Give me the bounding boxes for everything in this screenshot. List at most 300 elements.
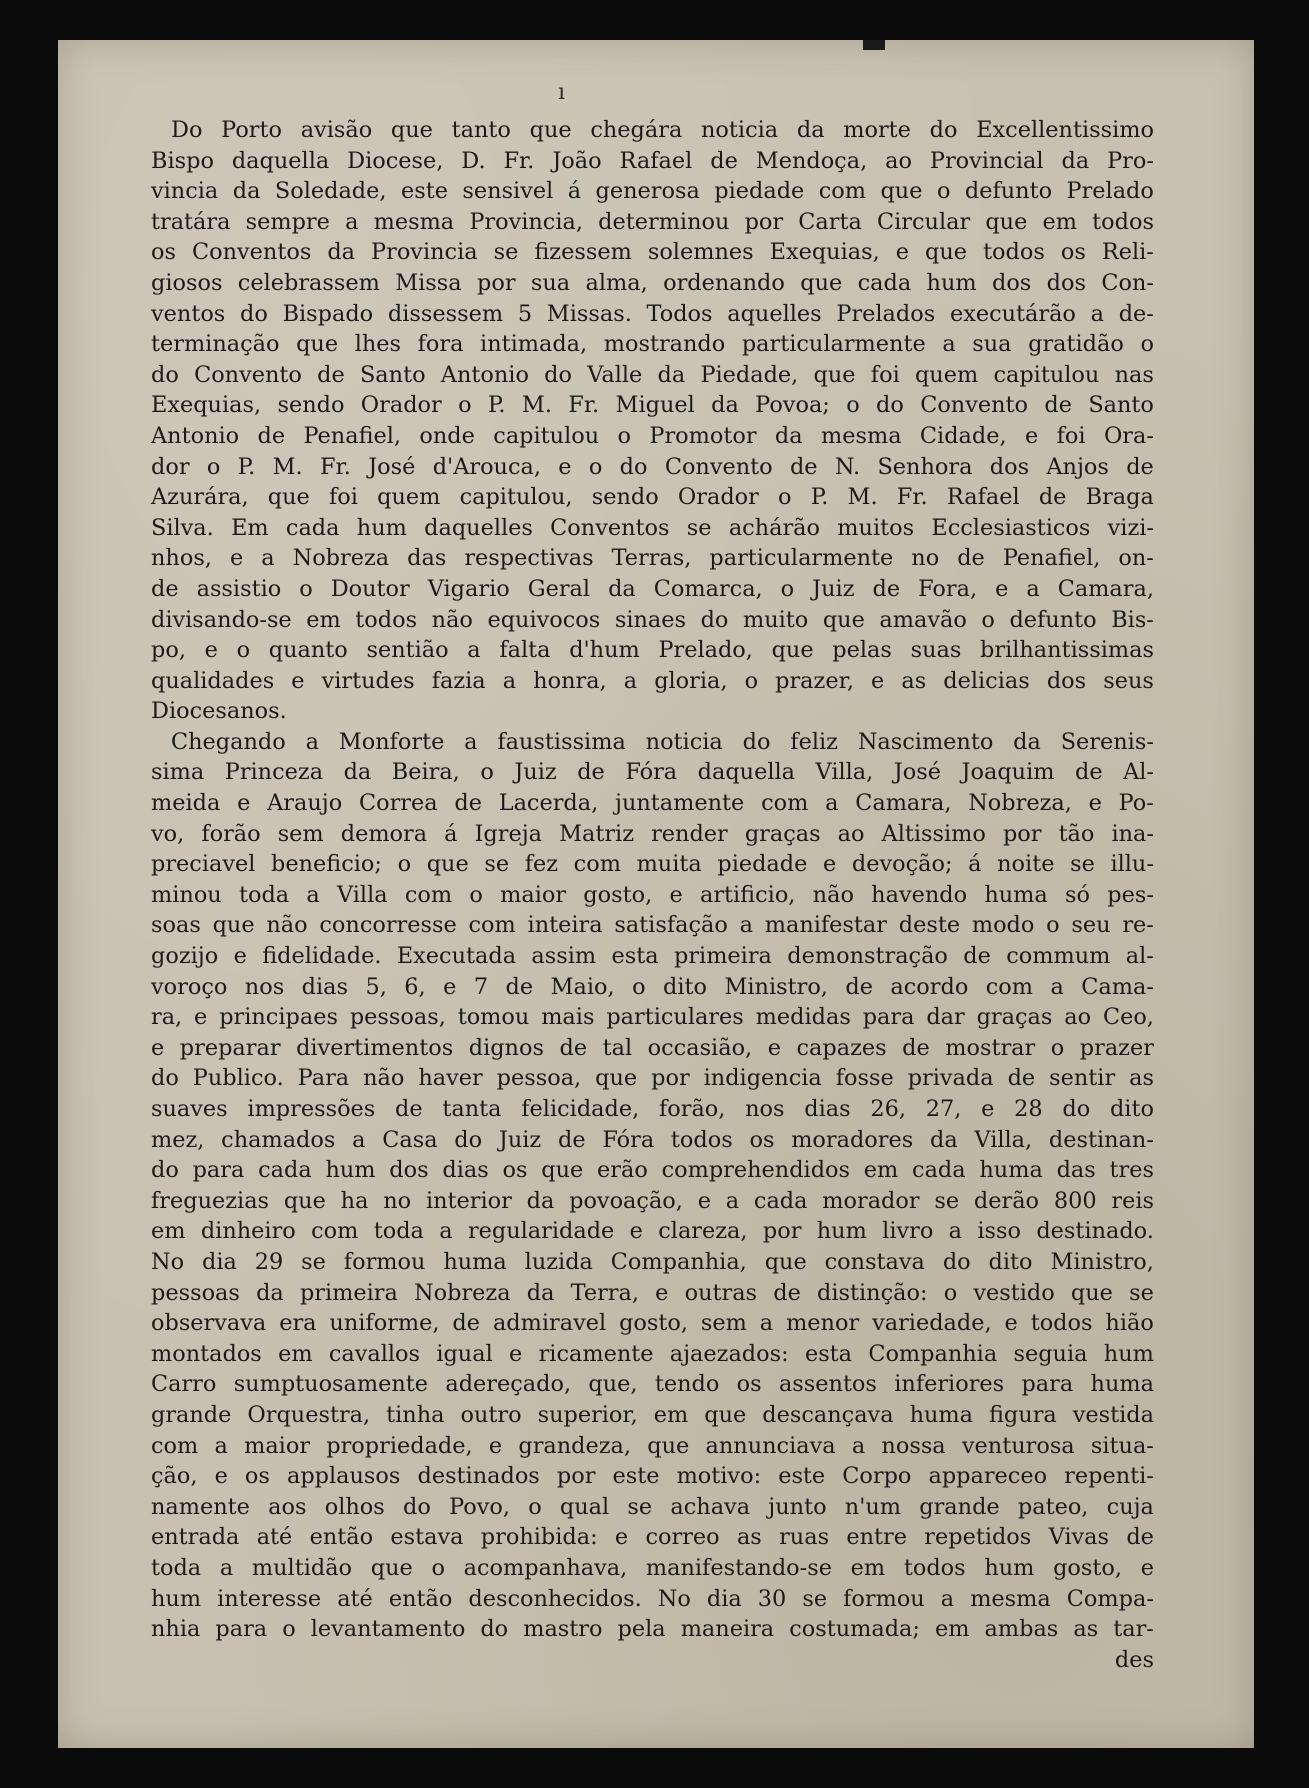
word: D. <box>461 147 486 174</box>
text-line <box>151 207 1154 238</box>
word: acordo <box>890 973 969 1000</box>
word: o <box>943 1279 958 1306</box>
word: Orador <box>677 484 759 511</box>
word: tendo <box>654 1371 720 1398</box>
word: cada <box>753 1187 808 1214</box>
text-line <box>151 360 1154 391</box>
word: giosos <box>151 269 223 296</box>
word: que <box>800 269 843 296</box>
word: quanto <box>268 637 348 664</box>
word: junto <box>768 1493 827 1520</box>
word: da <box>526 1279 555 1306</box>
word: figura <box>989 1401 1057 1428</box>
word: o <box>617 422 632 449</box>
word: ina- <box>1111 820 1154 847</box>
word: dos <box>991 269 1032 296</box>
word: tanto <box>451 117 511 143</box>
word: tinha <box>386 1401 445 1428</box>
word: primeira <box>674 943 772 970</box>
word: em <box>850 1554 886 1581</box>
word: onde <box>419 422 475 449</box>
word: ao <box>885 147 912 174</box>
word: suas <box>910 637 962 664</box>
word: se <box>802 1585 828 1612</box>
word: dito <box>988 1248 1033 1275</box>
word: Penafiel, <box>303 422 402 449</box>
word: Para <box>297 1065 350 1092</box>
word: hum <box>984 1554 1035 1581</box>
word: outras <box>684 1279 758 1306</box>
catchword: des <box>1114 1646 1154 1673</box>
word: grandeza, <box>518 1432 632 1459</box>
word: 29 <box>254 1248 284 1275</box>
word: do <box>876 392 904 419</box>
word: Doutor <box>330 575 410 602</box>
word: No <box>151 1248 185 1275</box>
word: a <box>942 331 956 358</box>
word: mesma <box>970 1585 1051 1612</box>
word: preparar <box>179 1034 281 1061</box>
word: P. <box>810 484 829 511</box>
word: assim <box>531 943 597 970</box>
word: hum <box>356 514 407 541</box>
word: vizi- <box>1107 514 1154 541</box>
word: Geral <box>527 575 591 602</box>
word: de <box>1126 1524 1154 1551</box>
text-line <box>151 880 1154 911</box>
word: se <box>1129 1279 1154 1306</box>
word: beneficio; <box>271 851 382 878</box>
word: demora <box>340 820 428 847</box>
word: igual <box>436 1340 493 1367</box>
word: vestido <box>973 1279 1055 1306</box>
word: os <box>502 1157 528 1184</box>
word: cuja <box>1106 1493 1154 1520</box>
word: preciavel <box>151 851 256 878</box>
word: Compa- <box>1066 1585 1154 1612</box>
word: de <box>1007 1065 1036 1092</box>
word: que <box>704 1401 747 1428</box>
word: a <box>1090 300 1104 327</box>
word: cada <box>258 1157 312 1184</box>
word: M. <box>521 392 552 419</box>
word: e <box>443 973 457 1000</box>
word: Fóra <box>625 759 678 786</box>
word: applausos <box>286 1463 401 1490</box>
word: que <box>880 178 923 205</box>
word: entrada <box>151 1524 240 1551</box>
word: para <box>215 1616 268 1643</box>
word: daquelles <box>424 514 533 541</box>
word: graças <box>976 1004 1053 1031</box>
word: tratára <box>151 208 231 235</box>
word: primeira <box>299 1279 398 1306</box>
word: se <box>484 851 510 878</box>
word: inferiores <box>894 1371 1005 1398</box>
word: muitos <box>837 514 915 541</box>
text-line <box>151 268 1154 299</box>
word: hum <box>325 1157 376 1184</box>
word: todos <box>983 239 1045 266</box>
word: indigencia <box>703 1065 822 1092</box>
word: Ceo, <box>1102 1004 1154 1031</box>
word: outro <box>460 1401 522 1428</box>
word: a <box>948 1218 963 1245</box>
word: generosa <box>595 178 700 205</box>
word: maior <box>500 881 567 908</box>
word: satisfação <box>614 912 728 939</box>
word: a <box>1026 575 1040 602</box>
word: Executada <box>396 943 517 970</box>
word: qual <box>559 1493 610 1520</box>
word: Bis- <box>1111 606 1154 633</box>
text-line <box>151 1155 1154 1186</box>
word: seu <box>1071 912 1111 939</box>
word: o <box>458 392 472 419</box>
word: do <box>1062 1096 1091 1122</box>
word: prazer <box>1079 1034 1154 1061</box>
word: alma, <box>585 269 648 296</box>
word: Promotor <box>649 422 757 449</box>
word: sensivel <box>462 178 554 205</box>
word: 6, <box>404 973 426 1000</box>
word: não <box>363 1065 405 1092</box>
word: cada <box>857 269 912 296</box>
word: acompanhava, <box>463 1554 628 1581</box>
word: morador <box>822 1187 920 1214</box>
word: menor <box>786 1310 860 1337</box>
word: chegára <box>590 117 683 143</box>
text-line <box>151 1400 1154 1431</box>
word: do <box>151 361 179 388</box>
text-line <box>151 390 1154 421</box>
word: vincia <box>151 178 219 205</box>
word: do <box>403 1493 431 1520</box>
word: em <box>863 1157 899 1184</box>
text-line <box>151 452 1154 483</box>
word: Nobreza, <box>968 790 1072 817</box>
word: mez, <box>151 1126 205 1153</box>
word: da <box>774 422 803 449</box>
word: da <box>327 239 356 266</box>
text-line <box>151 727 1154 758</box>
word: sem <box>277 820 324 847</box>
word: daquella <box>697 759 796 786</box>
word: o <box>744 667 759 694</box>
word: Correa <box>358 790 438 817</box>
word: ao <box>837 820 865 847</box>
page-mark: ı <box>558 80 566 105</box>
word: e <box>767 1034 781 1061</box>
word: morte <box>843 117 911 143</box>
word: que <box>296 331 339 358</box>
word: brilhantissimas <box>980 637 1154 664</box>
text-line <box>151 972 1154 1003</box>
text-line <box>151 146 1154 177</box>
word: Porto <box>221 117 282 143</box>
word: de <box>845 973 873 1000</box>
word: Soledade, <box>274 178 387 205</box>
word: de <box>1126 453 1154 480</box>
word: moradores <box>791 1126 914 1153</box>
word: reis <box>1111 1187 1154 1214</box>
word: este <box>400 178 448 205</box>
word: mastro <box>523 1616 603 1643</box>
word: que <box>283 1187 326 1214</box>
word: on- <box>1118 545 1154 572</box>
word: Carro <box>151 1371 217 1398</box>
word: capazes <box>796 1034 887 1061</box>
word: meida <box>151 790 221 817</box>
word: Altissimo <box>881 820 986 847</box>
text-line <box>151 1369 1154 1400</box>
word: No <box>657 1585 691 1612</box>
word: das <box>407 545 447 572</box>
word: de <box>710 147 738 174</box>
word: tres <box>1109 1157 1154 1184</box>
word: do <box>929 117 958 143</box>
word: fez <box>524 851 559 878</box>
word: hum <box>926 269 977 296</box>
word: Valle <box>587 361 643 388</box>
word: de <box>454 790 482 817</box>
word: piedade <box>714 178 805 205</box>
word: P. <box>237 453 256 480</box>
word: Corpo <box>842 1463 912 1490</box>
word: divisando-se <box>151 606 292 633</box>
word: superior, <box>537 1401 638 1428</box>
word: o <box>299 575 313 602</box>
word: manifestar <box>764 912 887 939</box>
word: costumada; <box>789 1616 920 1643</box>
word: com <box>985 973 1034 1000</box>
word: Antonio <box>151 422 240 449</box>
word: M. <box>272 453 303 480</box>
word: maneira <box>680 1616 775 1643</box>
word: para <box>192 1157 245 1184</box>
word: e <box>204 637 218 664</box>
word: Fr. <box>896 484 928 511</box>
word: tar- <box>1113 1616 1154 1643</box>
word: modo <box>971 912 1035 939</box>
word: impressões <box>247 1096 376 1122</box>
word: Conventos <box>192 239 312 266</box>
word: appareceo <box>928 1463 1048 1490</box>
word: Ecclesiasticos <box>931 514 1091 541</box>
word: que <box>595 1065 638 1092</box>
word: divertimentos <box>296 1034 454 1061</box>
word: cavallos <box>328 1340 421 1367</box>
word: grande <box>919 1493 1000 1520</box>
word: luzida <box>524 1248 593 1275</box>
word: a <box>759 1310 774 1337</box>
word: piedade <box>717 851 808 878</box>
word: particularmente <box>741 331 926 358</box>
word: que <box>370 1554 413 1581</box>
word: dito <box>663 973 707 1000</box>
word: Nobreza <box>414 1279 511 1306</box>
word: Igreja <box>474 820 543 847</box>
word: Azurára, <box>151 484 249 511</box>
word: voroço <box>151 973 228 1000</box>
word: montados <box>151 1340 262 1367</box>
word: e <box>233 943 247 970</box>
text-line <box>151 941 1154 972</box>
word: Fr. <box>503 147 535 174</box>
word: da <box>1013 728 1041 755</box>
text-line <box>151 819 1154 850</box>
word: mostrando <box>603 331 726 358</box>
word: pela <box>617 1616 666 1643</box>
word: a <box>464 728 478 755</box>
word: distinção: <box>817 1279 928 1306</box>
word: noite <box>997 851 1055 878</box>
word: o <box>588 453 603 480</box>
word: Silva. <box>151 514 214 541</box>
word: formou <box>843 1585 925 1612</box>
word: Convento <box>920 392 1029 419</box>
word: ambas <box>984 1616 1059 1643</box>
word: do <box>151 1065 179 1092</box>
word: olhos <box>324 1493 385 1520</box>
word: sem <box>700 1310 747 1337</box>
word: e <box>509 1340 523 1367</box>
word: dia <box>201 1248 237 1275</box>
word: só <box>1065 881 1090 908</box>
word: os <box>749 1126 775 1153</box>
word: sentião <box>366 637 449 664</box>
word: Juiz <box>812 575 855 602</box>
text-line <box>151 1278 1154 1309</box>
word: hum <box>816 1218 867 1245</box>
word: Fora, <box>918 575 978 602</box>
word: de <box>872 575 901 602</box>
word: Terra, <box>570 1279 639 1306</box>
word: freguezias <box>151 1187 270 1214</box>
word: no <box>383 1187 412 1214</box>
word: em <box>151 1218 186 1245</box>
word: prazer, <box>775 667 854 694</box>
word: dignos <box>468 1034 544 1061</box>
word: todos <box>670 1126 733 1153</box>
word: de <box>257 422 286 449</box>
word: de <box>577 759 605 786</box>
word: toda <box>373 1218 424 1245</box>
word: huma <box>984 881 1048 908</box>
text-line <box>151 115 1154 146</box>
word: Senhora <box>877 453 973 480</box>
word: Todos <box>646 300 713 327</box>
word: felicidade, <box>521 1096 640 1122</box>
word: então <box>388 1585 453 1612</box>
word: juntamente <box>615 790 745 817</box>
word: sendo <box>277 392 345 419</box>
text-line <box>151 1216 1154 1247</box>
word: fazia <box>431 667 486 694</box>
word: vo, <box>151 820 185 847</box>
word: a <box>851 1432 866 1459</box>
word: ha <box>340 1187 369 1214</box>
word: P. <box>487 392 506 419</box>
word: Publico. <box>192 1065 284 1092</box>
word: com <box>818 178 867 205</box>
word: respectivas <box>464 545 594 572</box>
word: José <box>368 453 416 480</box>
word: do <box>240 300 268 327</box>
word: de <box>557 1126 586 1153</box>
word: o <box>206 453 221 480</box>
word: toda <box>238 881 290 908</box>
word: derão <box>973 1187 1040 1214</box>
word: variedade, <box>872 1310 992 1337</box>
word: Povo, <box>449 1493 510 1520</box>
word: huma <box>909 1401 973 1428</box>
text-line <box>151 1094 1154 1125</box>
word: correo <box>645 1524 720 1551</box>
word: e <box>871 667 885 694</box>
word: muita <box>636 851 702 878</box>
word: e <box>669 881 683 908</box>
word: sumptuosamente <box>233 1371 429 1398</box>
word: Carta <box>798 208 862 235</box>
word: de <box>963 943 991 970</box>
word: os <box>151 239 176 266</box>
word: o <box>528 1493 542 1520</box>
word: Ora- <box>1103 422 1154 449</box>
word: a <box>306 881 320 908</box>
word: e <box>1024 422 1039 449</box>
word: commum <box>1006 943 1111 970</box>
word: o <box>469 881 483 908</box>
word: em <box>653 1401 689 1428</box>
word: nos <box>745 1096 785 1122</box>
word: fosse <box>835 1065 894 1092</box>
word: huma <box>1090 1371 1154 1398</box>
word: gosto, <box>1053 1554 1122 1581</box>
word: haver <box>418 1065 483 1092</box>
word: o <box>480 759 494 786</box>
word: nas <box>1114 361 1154 388</box>
word: uniforme, <box>329 1310 440 1337</box>
word: aquelles <box>727 300 822 327</box>
word: dos <box>1046 269 1086 296</box>
word: Vivas <box>1048 1524 1110 1551</box>
word: cada <box>285 514 340 541</box>
word: huma <box>979 1157 1043 1184</box>
word: gosto, <box>583 881 653 908</box>
word: levantamento <box>310 1616 466 1643</box>
word: delicias <box>943 667 1030 694</box>
word: e <box>488 1432 503 1459</box>
word: particulares <box>606 1004 744 1031</box>
word: 26, <box>870 1096 906 1122</box>
word: gosto, <box>619 1310 688 1337</box>
word: sua <box>530 269 571 296</box>
word: concorresse <box>319 912 457 939</box>
body-text <box>151 115 1154 1675</box>
binding-mark <box>863 40 885 50</box>
word: interesse <box>217 1585 322 1612</box>
word: suaves <box>151 1096 228 1122</box>
text-line <box>151 1033 1154 1064</box>
word: esta <box>611 943 659 970</box>
word: clareza, <box>658 1218 748 1245</box>
word: que <box>925 239 968 266</box>
word: Mendoça, <box>755 147 868 174</box>
word: demonstração <box>787 943 948 970</box>
word: pelas <box>832 637 892 664</box>
word: adereçado, <box>445 1371 572 1398</box>
